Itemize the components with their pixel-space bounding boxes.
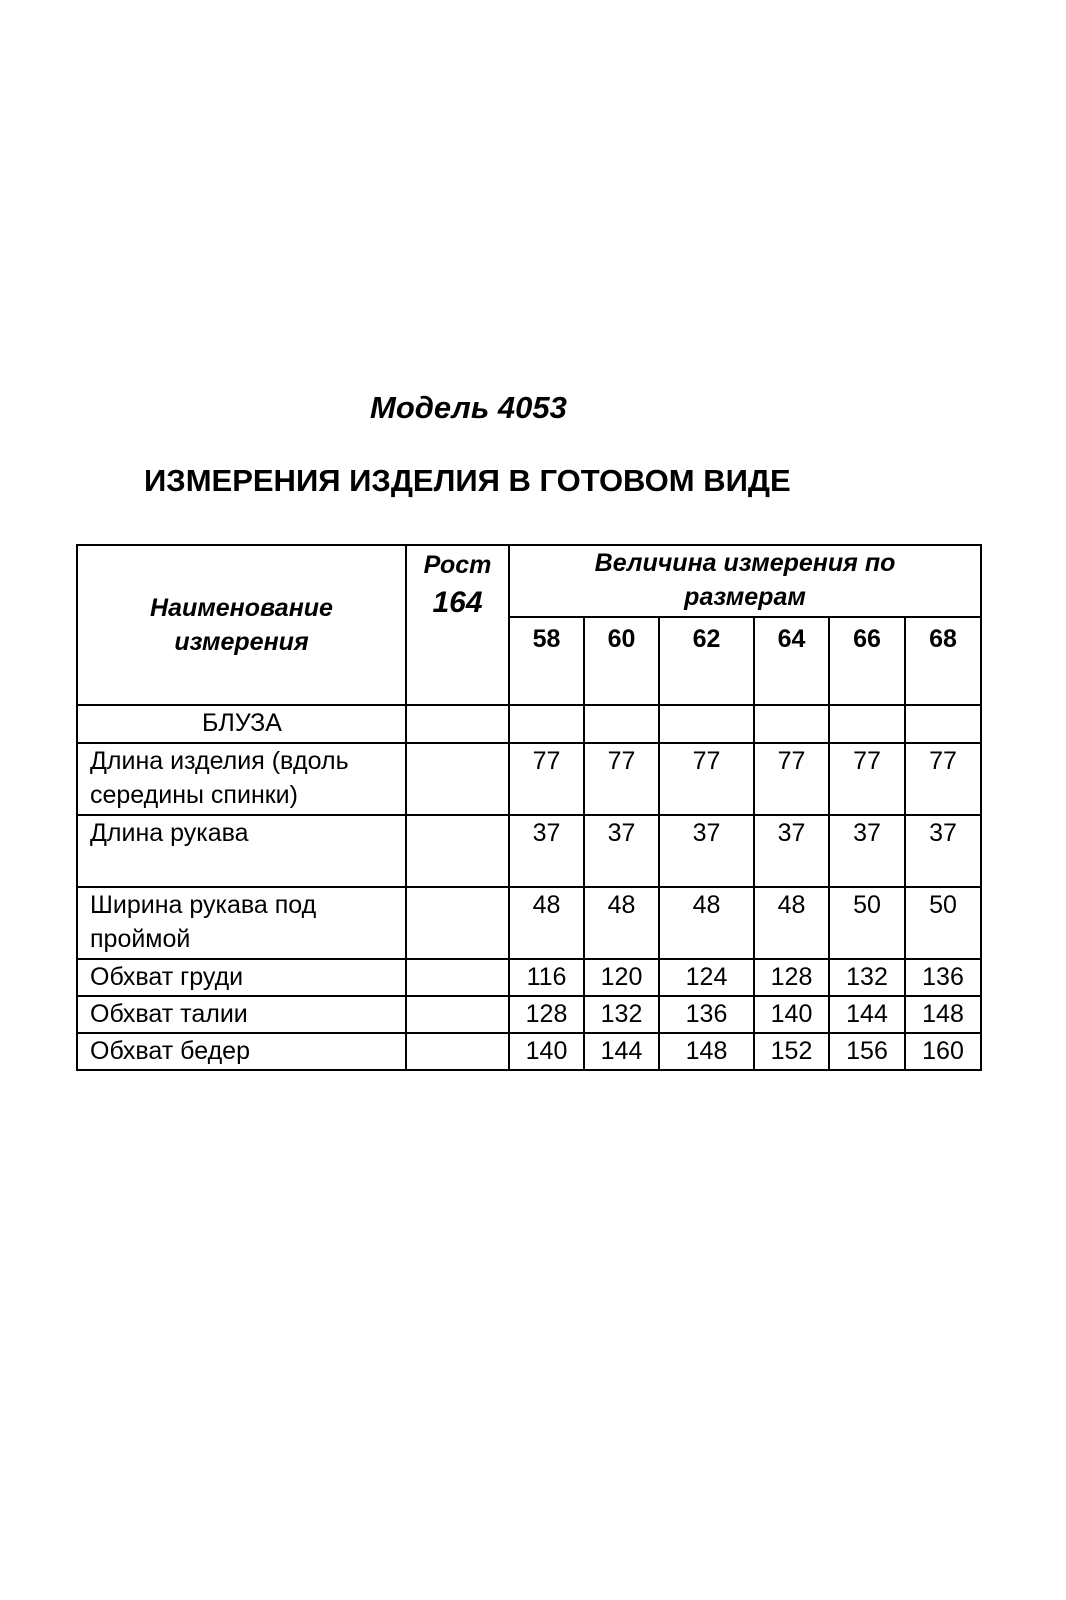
sizes-group-header-line1: Величина измерения по (594, 549, 896, 577)
height-cell (406, 996, 509, 1033)
empty-cell (659, 705, 754, 743)
height-cell (406, 743, 509, 815)
empty-cell (509, 705, 584, 743)
value-cell: 128 (754, 959, 829, 996)
value-cell: 128 (509, 996, 584, 1033)
value-cell: 144 (584, 1033, 659, 1070)
sizes-group-header-line2: размерам (684, 583, 806, 611)
value-cell: 37 (754, 815, 829, 887)
value-cell: 140 (754, 996, 829, 1033)
height-value: 164 (432, 586, 483, 619)
height-header (406, 545, 509, 705)
value-cell: 48 (659, 887, 754, 959)
measurement-name: Обхват талии (77, 996, 406, 1033)
measurement-name-line1: Длина рукава (90, 819, 249, 847)
table-row (77, 1033, 981, 1070)
size-header: 66 (829, 617, 905, 705)
sizes-group-header (509, 545, 981, 617)
value-cell: 144 (829, 996, 905, 1033)
value-cell: 77 (584, 743, 659, 815)
size-header: 68 (905, 617, 981, 705)
empty-cell (829, 705, 905, 743)
height-cell (406, 1033, 509, 1070)
measurements-table (76, 544, 982, 1071)
table-row (77, 959, 981, 996)
measurement-name-header (77, 545, 406, 705)
value-cell: 160 (905, 1033, 981, 1070)
value-cell: 120 (584, 959, 659, 996)
value-cell: 48 (754, 887, 829, 959)
value-cell: 77 (829, 743, 905, 815)
document-title: ИЗМЕРЕНИЯ ИЗДЕЛИЯ В ГОТОВОМ ВИДЕ (144, 463, 791, 498)
table-row (77, 815, 981, 887)
empty-cell (406, 705, 509, 743)
measurement-name-line2: проймой (90, 925, 191, 953)
value-cell: 37 (584, 815, 659, 887)
measurement-name (77, 887, 406, 959)
empty-cell (584, 705, 659, 743)
empty-cell (905, 705, 981, 743)
size-header: 62 (659, 617, 754, 705)
empty-cell (754, 705, 829, 743)
value-cell: 37 (829, 815, 905, 887)
value-cell: 77 (659, 743, 754, 815)
value-cell: 77 (509, 743, 584, 815)
measurement-name: Обхват груди (77, 959, 406, 996)
value-cell: 148 (659, 1033, 754, 1070)
table-row (77, 887, 981, 959)
height-cell (406, 959, 509, 996)
value-cell: 48 (584, 887, 659, 959)
value-cell: 124 (659, 959, 754, 996)
value-cell: 37 (659, 815, 754, 887)
value-cell: 156 (829, 1033, 905, 1070)
measurement-name (77, 743, 406, 815)
value-cell: 136 (905, 959, 981, 996)
value-cell: 116 (509, 959, 584, 996)
height-cell (406, 815, 509, 887)
value-cell: 140 (509, 1033, 584, 1070)
value-cell: 77 (754, 743, 829, 815)
value-cell: 37 (905, 815, 981, 887)
value-cell: 136 (659, 996, 754, 1033)
table-row (77, 996, 981, 1033)
value-cell: 77 (905, 743, 981, 815)
value-cell: 37 (509, 815, 584, 887)
measurement-name-header-line1: Наименование (150, 594, 333, 622)
height-cell (406, 887, 509, 959)
measurement-name-line1: Ширина рукава под (90, 891, 317, 919)
value-cell: 132 (829, 959, 905, 996)
value-cell: 148 (905, 996, 981, 1033)
measurement-name-line2: середины спинки) (90, 781, 298, 809)
measurement-name (77, 815, 406, 887)
value-cell: 50 (905, 887, 981, 959)
value-cell: 50 (829, 887, 905, 959)
section-row (77, 705, 981, 743)
size-header: 60 (584, 617, 659, 705)
value-cell: 132 (584, 996, 659, 1033)
size-header: 64 (754, 617, 829, 705)
value-cell: 152 (754, 1033, 829, 1070)
section-label: БЛУЗА (77, 705, 406, 743)
measurement-name-header-line2: измерения (174, 628, 309, 656)
value-cell: 48 (509, 887, 584, 959)
height-label: Рост (423, 551, 492, 579)
size-header: 58 (509, 617, 584, 705)
measurement-name: Обхват бедер (77, 1033, 406, 1070)
table-row (77, 743, 981, 815)
measurement-name-line1: Длина изделия (вдоль (90, 747, 349, 775)
model-title: Модель 4053 (370, 390, 567, 425)
